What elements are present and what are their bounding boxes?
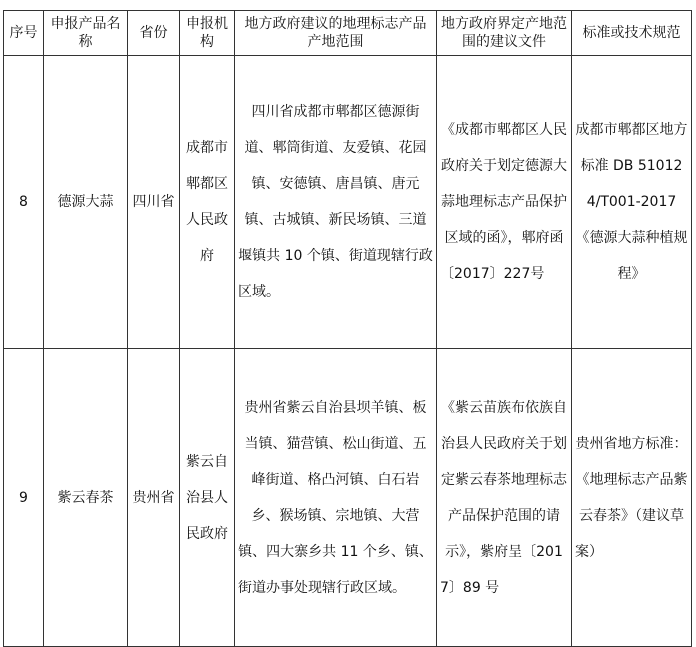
header-agency: 申报机构 xyxy=(180,11,235,56)
cell-standard: 贵州省地方标准：《地理标志产品紫云春茶》（建议草案） xyxy=(572,349,692,647)
table-header-row xyxy=(4,11,692,56)
cell-no: 8 xyxy=(4,56,44,349)
cell-agency: 紫云自治县人民政府 xyxy=(180,349,235,647)
cell-province: 贵州省 xyxy=(128,349,180,647)
cell-area: 贵州省紫云自治县坝羊镇、板当镇、猫营镇、松山街道、五峰街道、格凸河镇、白石岩乡、猴场镇、宗地镇、大营镇、四大寨乡共 11 个乡、镇、街道办事处现辖行政区域。 xyxy=(235,349,437,647)
cell-agency: 成都市郫都区人民政府 xyxy=(180,56,235,349)
cell-product: 紫云春茶 xyxy=(44,349,128,647)
header-no: 序号 xyxy=(4,11,44,56)
cell-document: 《紫云苗族布依族自治县人民政府关于划定紫云春茶地理标志产品保护范围的请示》，紫府呈〔2017〕89 号 xyxy=(437,349,572,647)
cell-product: 德源大蒜 xyxy=(44,56,128,349)
cell-area: 四川省成都市郫都区德源街道、郫筒街道、友爱镇、花园镇、安德镇、唐昌镇、唐元镇、古城镇、新民场镇、三道堰镇共 10 个镇、街道现辖行政区域。 xyxy=(235,56,437,349)
table-row xyxy=(4,56,692,349)
header-province: 省份 xyxy=(128,11,180,56)
geographical-indication-table xyxy=(3,10,692,647)
header-document: 地方政府界定产地范围的建议文件 xyxy=(437,11,572,56)
header-area: 地方政府建议的地理标志产品产地范围 xyxy=(235,11,437,56)
cell-no: 9 xyxy=(4,349,44,647)
header-standard: 标准或技术规范 xyxy=(572,11,692,56)
header-product: 申报产品名称 xyxy=(44,11,128,56)
table-row xyxy=(4,349,692,647)
cell-standard: 成都市郫都区地方标准 DB 510124/T001-2017 《德源大蒜种植规程》 xyxy=(572,56,692,349)
cell-document: 《成都市郫都区人民政府关于划定德源大蒜地理标志产品保护区域的函》，郫府函〔2017〕227号 xyxy=(437,56,572,349)
cell-province: 四川省 xyxy=(128,56,180,349)
